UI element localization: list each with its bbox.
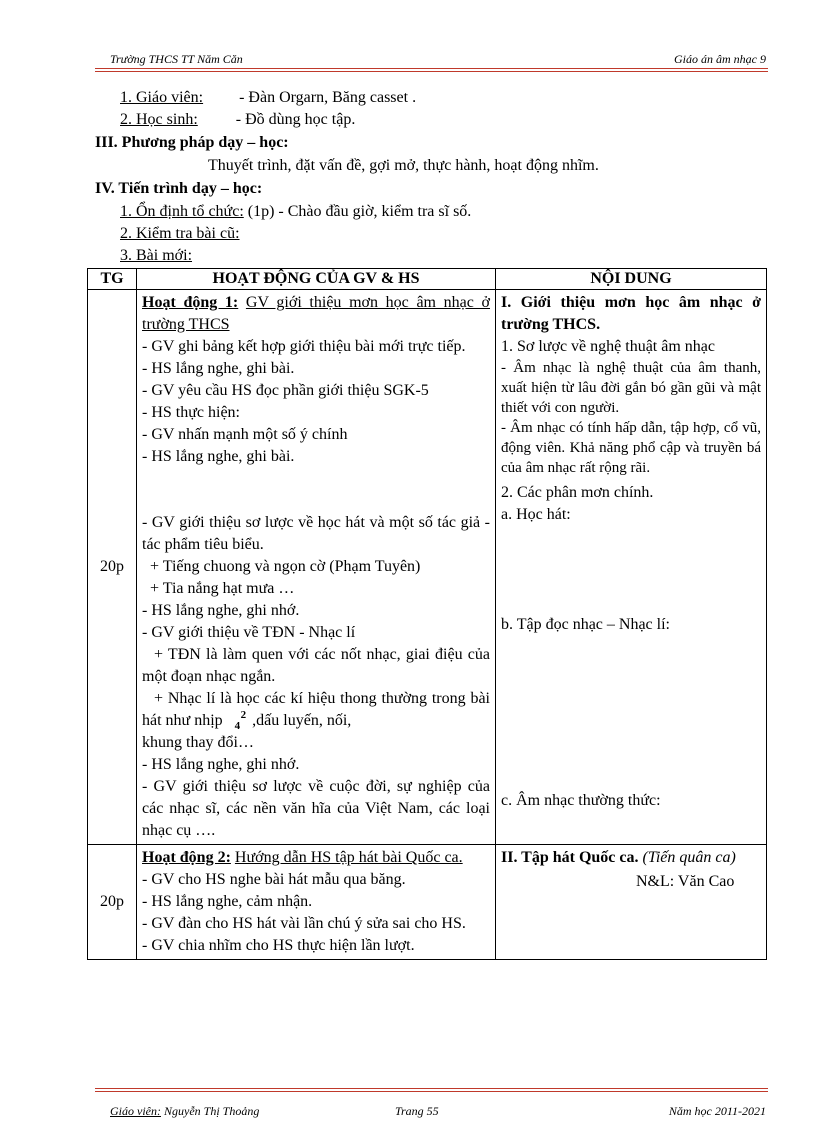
page-number: Trang 55	[395, 1104, 439, 1118]
nhac-li-item: + Nhạc lí là học các kí hiệu thong thường trong bài hát như nhịp 2 4 ,dấu luyến, nối,	[142, 690, 490, 733]
list-item: - GV chia nhĩm cho HS thực hiện lần lượt.	[142, 937, 415, 955]
activity-1-title: Hoạt động 1: GV giới thiệu mơn học âm nhạc ở trường THCS	[142, 294, 490, 333]
list-item: - GV giới thiệu sơ lược về cuộc đời, sự nghiệp của các nhạc sĩ, các nền văn hĩa của Việt Nam, các loại nhạc cụ ….	[142, 778, 490, 840]
lesson-table	[87, 268, 767, 960]
row2-content	[496, 845, 767, 960]
list-item: khung thay đổi…	[142, 734, 254, 752]
time-signature: 2 4	[234, 709, 247, 733]
list-item: - GV giới thiệu sơ lược về học hát và một số tác giả - tác phẩm tiêu biểu.	[142, 514, 490, 553]
table-header-row	[88, 269, 767, 290]
methods-heading: III. Phương pháp dạy – học:	[95, 134, 289, 151]
prep-student: 2. Học sinh: - Đồ dùng học tập.	[120, 111, 356, 128]
table-row	[88, 845, 767, 960]
header-divider	[95, 71, 768, 72]
list-item: - HS thực hiện:	[142, 404, 240, 421]
list-item: - HS lắng nghe, ghi nhớ.	[142, 602, 300, 619]
content-2a: a. Học hát:	[501, 506, 571, 523]
subject-name: Giáo án âm nhạc 9	[674, 52, 766, 66]
row1-activity	[137, 290, 496, 845]
list-item: - HS lắng nghe, cảm nhận.	[142, 893, 313, 911]
process-heading: IV. Tiến trình dạy – học:	[95, 180, 263, 197]
activity-2-title: Hoạt động 2: Hướng dẫn HS tập hát bài Quốc ca.	[142, 849, 463, 867]
table-row	[88, 290, 767, 845]
list-item: - GV nhấn mạnh một số ý chính	[142, 426, 348, 443]
list-item: - HS lắng nghe, ghi bài.	[142, 360, 295, 377]
teacher: Giáo viên: Nguyễn Thị Thoảng	[110, 1104, 260, 1118]
prep-teacher: 1. Giáo viên: - Đàn Orgarn, Băng casset .	[120, 89, 417, 106]
list-item: - GV ghi bảng kết hợp giới thiệu bài mới trực tiếp.	[142, 338, 466, 355]
content-2c: c. Âm nhạc thường thức:	[501, 792, 661, 809]
step-3: 3. Bài mới:	[120, 247, 193, 264]
list-item: + Tia nắng hạt mưa …	[150, 580, 295, 597]
content-2-section: 2. Các phân mơn chính.	[501, 484, 654, 501]
content-1-title: I. Giới thiệu mơn học âm nhạc ở trường THCS.	[501, 294, 761, 333]
list-item: - GV yêu cầu HS đọc phần giới thiệu SGK-5	[142, 382, 429, 399]
song-author: N&L: Văn Cao	[636, 873, 735, 891]
list-item: - HS lắng nghe, ghi nhớ.	[142, 756, 300, 774]
content-ii-title: II. Tập hát Quốc ca. (Tiến quân ca)	[501, 849, 736, 867]
row2-activity	[137, 845, 496, 960]
header-divider	[95, 68, 768, 69]
school-name: Trường THCS TT Năm Căn	[110, 52, 243, 66]
header-tg: TG	[88, 269, 137, 290]
school-year: Năm học 2011-2021	[668, 1104, 766, 1118]
footer-divider	[95, 1091, 768, 1092]
list-item: - GV cho HS nghe bài hát mẫu qua băng.	[142, 871, 406, 889]
header-content: NỘI DUNG	[496, 269, 767, 290]
row1-time: 20p	[88, 290, 137, 845]
list-item: - GV giới thiệu về TĐN - Nhạc lí	[142, 624, 356, 641]
footer-divider	[95, 1088, 768, 1089]
step-2: 2. Kiểm tra bài cũ:	[120, 225, 240, 242]
list-item: + TĐN là làm quen với các nốt nhạc, giai điệu của một đoạn nhạc ngắn.	[142, 646, 490, 685]
content-1-text: - Âm nhạc có tính hấp dẫn, tập hợp, cổ vũ, động viên. Khả năng phổ cập và truyền bá của âm nhạc rất rộng rãi.	[501, 420, 761, 476]
list-item: - HS lắng nghe, ghi bài.	[142, 448, 295, 465]
content-1-text: - Âm nhạc là nghệ thuật của âm thanh, xuất hiện từ lâu đời gắn bó gần gũi và mật thiết với con người.	[501, 360, 761, 416]
step-1: 1. Ổn định tổ chức: (1p) - Chào đầu giờ, kiểm tra sĩ số.	[120, 203, 472, 220]
methods-text: Thuyết trình, đặt vấn đề, gợi mở, thực hành, hoạt động nhĩm.	[208, 157, 599, 174]
content-2b: b. Tập đọc nhạc – Nhạc lí:	[501, 616, 670, 633]
content-1-section: 1. Sơ lược về nghệ thuật âm nhạc	[501, 338, 715, 355]
list-item: + Tiếng chuong và ngọn cờ (Phạm Tuyên)	[150, 558, 421, 575]
row2-time: 20p	[88, 845, 137, 960]
row1-content	[496, 290, 767, 845]
list-item: - GV đàn cho HS hát vài lần chú ý sửa sai cho HS.	[142, 915, 466, 933]
header-activity: HOẠT ĐỘNG CỦA GV & HS	[137, 269, 496, 290]
